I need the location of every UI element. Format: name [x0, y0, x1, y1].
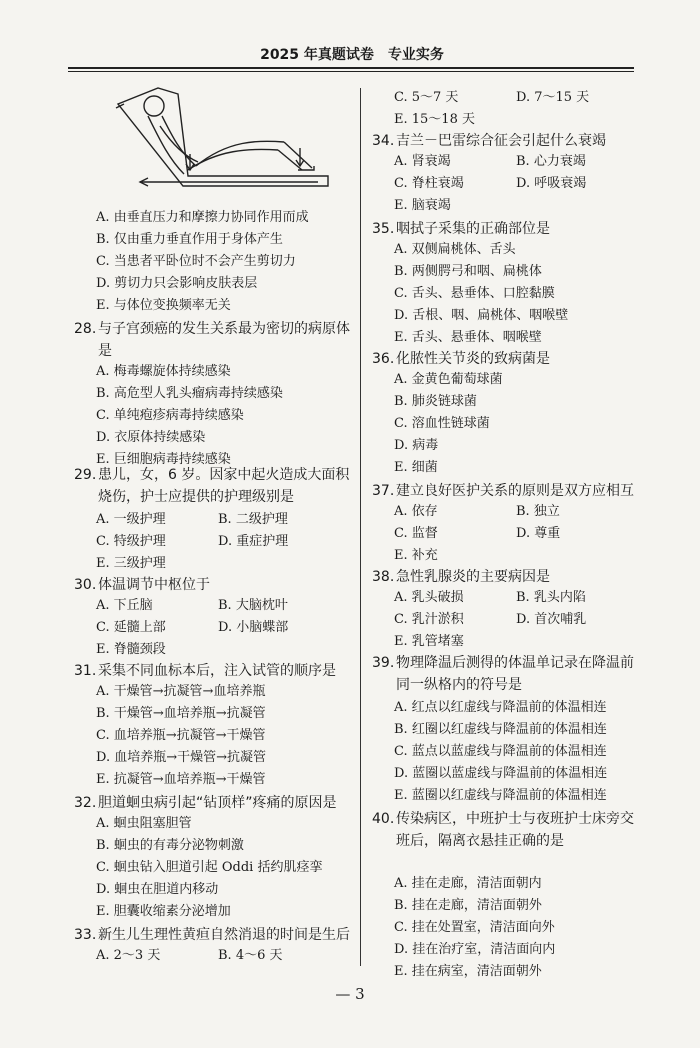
q30-option-e[interactable]: E. 脊髓颈段 [96, 642, 166, 657]
q31-option-c[interactable]: C. 血培养瓶→抗凝管→干燥管 [96, 728, 266, 743]
question-text: 建立良好医护关系的原则是双方应相互 [396, 483, 634, 499]
q36-option-a[interactable]: A. 金黄色葡萄球菌 [394, 372, 503, 387]
q33-option-d[interactable]: D. 7～15 天 [516, 90, 590, 105]
question-36 [372, 348, 640, 370]
question-text: 化脓性关节炎的致病菌是 [396, 351, 550, 367]
page-header: 2025 年真题试卷 专业实务 [260, 47, 444, 63]
q33-option-b[interactable]: B. 4～6 天 [218, 948, 283, 963]
q30-option-d[interactable]: D. 小脑蝶部 [218, 620, 289, 635]
question-37 [372, 480, 640, 502]
question-number: 31. [74, 663, 97, 679]
q39-option-e[interactable]: E. 蓝圈以红虚线与降温前的体温相连 [394, 788, 607, 803]
q33-option-e[interactable]: E. 15～18 天 [394, 112, 475, 127]
q34-option-e[interactable]: E. 脑衰竭 [394, 198, 451, 213]
q29-option-b[interactable]: B. 二级护理 [218, 512, 288, 527]
q37-option-d[interactable]: D. 尊重 [516, 526, 561, 541]
q27-option-b[interactable]: B. 仅由重力垂直作用于身体产生 [96, 232, 283, 247]
question-text: 与子宫颈癌的发生关系最为密切的病原体是 [98, 321, 350, 359]
q40-option-a[interactable]: A. 挂在走廊，清洁面朝内 [394, 876, 542, 891]
q32-option-b[interactable]: B. 蛔虫的有毒分泌物刺激 [96, 838, 244, 853]
q36-option-d[interactable]: D. 病毒 [394, 438, 439, 453]
q27-option-d[interactable]: D. 剪切力只会影响皮肤表层 [96, 276, 258, 291]
q35-option-a[interactable]: A. 双侧扁桃体、舌头 [394, 242, 516, 257]
q28-option-e[interactable]: E. 巨细胞病毒持续感染 [96, 452, 231, 467]
question-text: 胆道蛔虫病引起“钻顶样”疼痛的原因是 [98, 795, 337, 811]
q28-option-d[interactable]: D. 衣原体持续感染 [96, 430, 206, 445]
q37-option-a[interactable]: A. 依存 [394, 504, 438, 519]
q29-option-d[interactable]: D. 重症护理 [218, 534, 289, 549]
q32-option-c[interactable]: C. 蛔虫钻入胆道引起 Oddi 括约肌痉挛 [96, 860, 323, 875]
question-text: 体温调节中枢位于 [98, 577, 210, 593]
question-28 [74, 318, 356, 362]
question-number: 28. [74, 321, 97, 337]
q35-option-b[interactable]: B. 两侧腭弓和咽、扁桃体 [394, 264, 542, 279]
q35-option-d[interactable]: D. 舌根、咽、扁桃体、咽喉壁 [394, 308, 569, 323]
q27-option-a[interactable]: A. 由垂直压力和摩擦力协同作用而成 [96, 210, 309, 225]
question-number: 35. [372, 221, 395, 237]
q30-option-b[interactable]: B. 大脑枕叶 [218, 598, 288, 613]
q34-option-d[interactable]: D. 呼吸衰竭 [516, 176, 587, 191]
q37-option-e[interactable]: E. 补充 [394, 548, 438, 563]
question-number: 38. [372, 569, 395, 585]
q38-option-e[interactable]: E. 乳管堵塞 [394, 634, 464, 649]
q32-option-e[interactable]: E. 胆囊收缩素分泌增加 [96, 904, 231, 919]
q29-option-e[interactable]: E. 三级护理 [96, 556, 166, 571]
q39-option-d[interactable]: D. 蓝圈以蓝虚线与降温前的体温相连 [394, 766, 608, 781]
q31-option-a[interactable]: A. 干燥管→抗凝管→血培养瓶 [96, 684, 266, 699]
question-number: 36. [372, 351, 395, 367]
q31-option-b[interactable]: B. 干燥管→血培养瓶→抗凝管 [96, 706, 266, 721]
question-text: 物理降温后测得的体温单记录在降温前同一纵格内的符号是 [396, 655, 634, 693]
q38-option-a[interactable]: A. 乳头破损 [394, 590, 464, 605]
q34-option-a[interactable]: A. 肾衰竭 [394, 154, 451, 169]
question-34 [372, 130, 640, 152]
q32-option-a[interactable]: A. 蛔虫阻塞胆管 [96, 816, 192, 831]
q30-option-c[interactable]: C. 延髓上部 [96, 620, 166, 635]
q28-option-b[interactable]: B. 高危型人乳头瘤病毒持续感染 [96, 386, 283, 401]
header-rule-thin [68, 71, 634, 72]
question-text: 新生儿生理性黄疸自然消退的时间是生后 [98, 927, 350, 943]
question-number: 32. [74, 795, 97, 811]
q34-option-c[interactable]: C. 脊柱衰竭 [394, 176, 464, 191]
q29-option-a[interactable]: A. 一级护理 [96, 512, 166, 527]
q28-option-c[interactable]: C. 单纯疱疹病毒持续感染 [96, 408, 244, 423]
q33-option-c[interactable]: C. 5～7 天 [394, 90, 459, 105]
question-text: 咽拭子采集的正确部位是 [396, 221, 550, 237]
q30-option-a[interactable]: A. 下丘脑 [96, 598, 153, 613]
question-number: 33. [74, 927, 97, 943]
q28-option-a[interactable]: A. 梅毒螺旋体持续感染 [96, 364, 231, 379]
header-rule [68, 67, 634, 69]
question-text: 急性乳腺炎的主要病因是 [396, 569, 550, 585]
q27-option-e[interactable]: E. 与体位变换频率无关 [96, 298, 231, 313]
q31-option-d[interactable]: D. 血培养瓶→干燥管→抗凝管 [96, 750, 267, 765]
question-40 [372, 808, 640, 852]
question-31 [74, 660, 356, 682]
q27-option-c[interactable]: C. 当患者平卧位时不会产生剪切力 [96, 254, 296, 269]
q40-option-c[interactable]: C. 挂在处置室，清洁面向外 [394, 920, 555, 935]
question-32 [74, 792, 356, 814]
question-text: 患儿，女，6 岁。因家中起火造成大面积烧伤，护士应提供的护理级别是 [98, 467, 350, 505]
q34-option-b[interactable]: B. 心力衰竭 [516, 154, 586, 169]
q38-option-d[interactable]: D. 首次哺乳 [516, 612, 587, 627]
question-number: 39. [372, 655, 395, 671]
column-divider [360, 88, 361, 966]
q39-option-b[interactable]: B. 红圈以红虚线与降温前的体温相连 [394, 722, 607, 737]
question-number: 37. [372, 483, 395, 499]
q37-option-c[interactable]: C. 监督 [394, 526, 438, 541]
q29-option-c[interactable]: C. 特级护理 [96, 534, 166, 549]
q35-option-c[interactable]: C. 舌头、悬垂体、口腔黏膜 [394, 286, 555, 301]
question-number: 29. [74, 467, 97, 483]
question-30 [74, 574, 356, 596]
q39-option-c[interactable]: C. 蓝点以蓝虚线与降温前的体温相连 [394, 744, 607, 759]
q31-option-e[interactable]: E. 抗凝管→血培养瓶→干燥管 [96, 772, 266, 787]
q36-option-e[interactable]: E. 细菌 [394, 460, 438, 475]
question-33 [74, 924, 356, 946]
question-number: 34. [372, 133, 395, 149]
q37-option-b[interactable]: B. 独立 [516, 504, 560, 519]
reclining-patient-figure [88, 86, 338, 201]
question-29 [74, 464, 356, 508]
q40-option-d[interactable]: D. 挂在治疗室，清洁面向内 [394, 942, 556, 957]
question-number: 30. [74, 577, 97, 593]
q40-option-b[interactable]: B. 挂在走廊，清洁面朝外 [394, 898, 542, 913]
q33-option-a[interactable]: A. 2～3 天 [96, 948, 161, 963]
q36-option-c[interactable]: C. 溶血性链球菌 [394, 416, 490, 431]
question-39 [372, 652, 640, 696]
q39-option-a[interactable]: A. 红点以红虚线与降温前的体温相连 [394, 700, 607, 715]
question-text: 传染病区，中班护士与夜班护士床旁交班后，隔离衣悬挂正确的是 [396, 811, 634, 849]
q40-option-e[interactable]: E. 挂在病室，清洁面朝外 [394, 964, 542, 979]
q38-option-b[interactable]: B. 乳头内陷 [516, 590, 586, 605]
q35-option-e[interactable]: E. 舌头、悬垂体、咽喉壁 [394, 330, 542, 345]
question-text: 采集不同血标本后，注入试管的顺序是 [98, 663, 336, 679]
question-number: 40. [372, 811, 395, 827]
page-number: — 3 [335, 985, 365, 1003]
question-38 [372, 566, 640, 588]
q36-option-b[interactable]: B. 肺炎链球菌 [394, 394, 477, 409]
question-text: 吉兰－巴雷综合征会引起什么衰竭 [396, 133, 606, 149]
q32-option-d[interactable]: D. 蛔虫在胆道内移动 [96, 882, 219, 897]
q38-option-c[interactable]: C. 乳汁淤积 [394, 612, 464, 627]
question-35 [372, 218, 640, 240]
